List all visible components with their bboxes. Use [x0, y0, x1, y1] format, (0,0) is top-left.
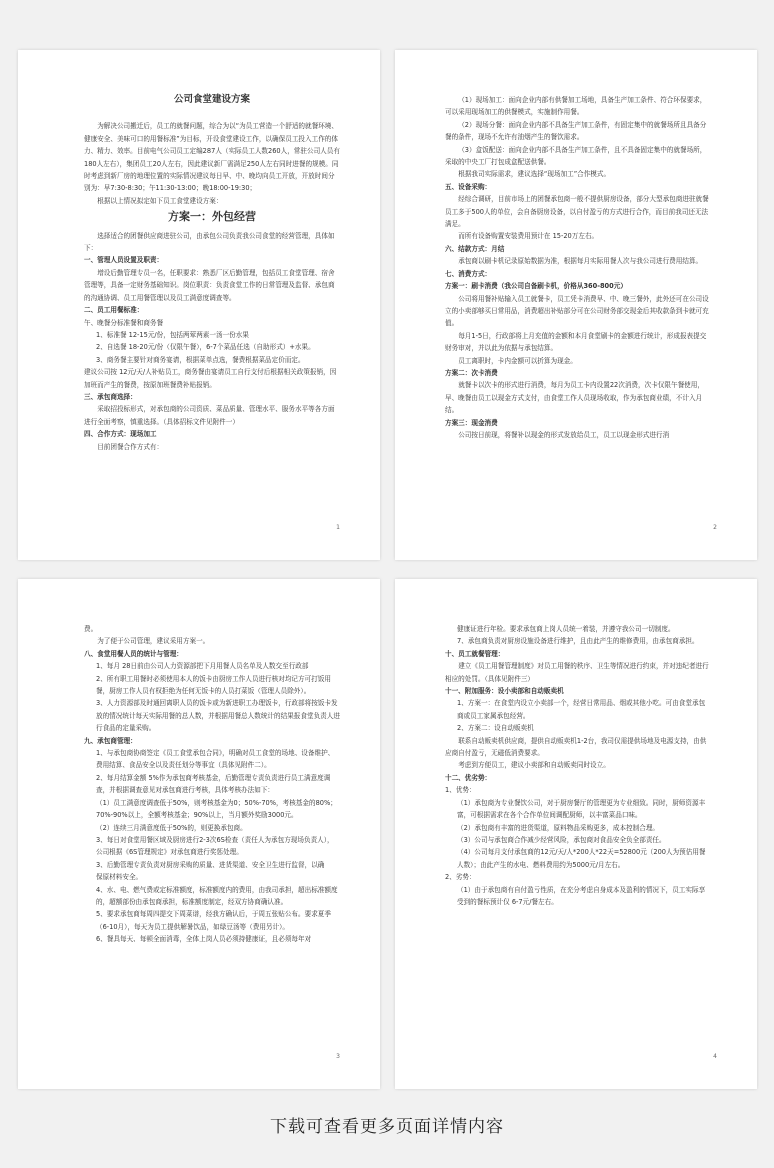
list-item: 1、与承包商协商签定《员工食堂承包合同》，明确对员工食堂的场地、设备维护、费用结算、食品安全以及责任划分等事宜（具体见附件二）。 — [96, 749, 335, 770]
plan-heading: 方案一：外包经营 — [168, 210, 256, 224]
list-item: 保原材料安全。 — [96, 873, 143, 882]
paragraph: 根据我司实际需求，建议选择“现场加工”合作模式。 — [458, 170, 611, 179]
paragraph: 建议公司按 12元/天/人补贴员工，商务餐由宴请员工自行支付后根据相关政策报销，因加班而产生的餐费，按原加班餐费补贴报销。 — [84, 368, 337, 389]
paragraph: 员工离职时，卡内金额可以折算为现金。 — [458, 356, 577, 365]
option-heading: 方案一：刷卡消费（我公司自备刷卡机，价格从360-800元） — [445, 282, 627, 291]
section-heading: 八、食堂用餐人员的统计与管理： — [84, 649, 183, 658]
paragraph: 为了便于公司管理，建议采用方案一。 — [97, 637, 210, 646]
list-item: 2、方案二：设自动贩卖机 — [457, 724, 534, 733]
paragraph: 而所有设备购置安装费用预计在 15-20万左右。 — [458, 232, 599, 241]
section-heading: 十、员工就餐管理： — [445, 649, 505, 658]
list-item: （2）连续三月满意度低于50%的，则更换承包商。 — [96, 823, 247, 832]
option-heading: 方案三：现金消费 — [445, 418, 498, 427]
paragraph: 公司按日前现，将餐补以现金的形式发放给员工，员工以现金形式进行消 — [458, 430, 670, 439]
paragraph: 每月1-5日，行政部将上月充值的金额和本月食堂刷卡的金额进行统计，形成报表提交财务审对，并以此为依据与承包结算。 — [445, 331, 707, 353]
list-item: 3、后勤管理专责负责对厨房采购的质量、进货渠道、安全卫生进行监督，以确 — [96, 860, 325, 869]
section-heading: 一、管理人员设置及职责： — [84, 256, 164, 265]
section-heading: 三、承包商选择： — [84, 392, 137, 401]
intro-paragraph: 为解决公司搬迁后，员工的就餐问题，综合为以“为员工营造一个舒适的就餐环境、健康安全、美味可口的用餐标准”为目标，开设食堂建设工作，以确保员工投入工作的体力、精力、效率。目前电气公司员工定编287人（实际员工人数260人，常驻公司人员有180人左右），集团员工20人左右，因此建议新厂需满足250人左右同时进餐的规模。同时考虑到新厂房的地理位置的实际情况建议每日早、中、晚均向员工开放，开放时间分别为：早7:30-8:30；午11:30-13:00；晚18:00-19:30； — [84, 122, 340, 193]
list-item: 2、所有职工用餐时必须使用本人的饭卡由厨房工作人员进行核对均记方可打饭用餐，厨房工作人员有权拒绝为任何无饭卡的人员打菜饭（管理人员除外）。 — [96, 674, 331, 696]
list-item: 3、商务餐主要针对商务宴请，根据菜单点选，餐费根据菜品定价而定。 — [96, 355, 305, 364]
intro-paragraph: 根据以上情况拟定如下员工食堂建设方案： — [97, 196, 223, 205]
document-title: 公司食堂建设方案 — [173, 94, 250, 105]
page-number: 2 — [713, 523, 717, 531]
list-item: 2、每月结算金额 5%作为承包商考核基金，后勤管理专责负责进行员工满意度调查，并根据调查意见对承包商进行考核，具体考核办法如下： — [96, 773, 331, 795]
list-item: 1、每月 28日前由公司人力资源部把下月用餐人员名单及人数交至行政部 — [96, 662, 309, 671]
paragraph: 经综合调研，目前市场上的团餐承包商一般不提供厨房设备，部分大型承包商进驻就餐员工多于500人的单位，会自备厨房设备，以自付盈亏的方式进行合作，而目前我司还无法满足。 — [445, 195, 709, 229]
paragraph: 采取招投标形式，对承包商的公司资质、菜品质量、管理水平、服务水平等各方面进行全面考察，慎重选择。（具体招标文件见附件一） — [84, 405, 335, 426]
section-heading: 九、承包商管理： — [84, 736, 137, 745]
list-item: （2）承包商有丰富的进货渠道，原料物品采购更多，成本控制合理。 — [457, 823, 660, 832]
document-page-4 — [395, 579, 757, 1089]
paragraph: （2）现场分餐：面向企业内部不具备生产加工条件，有固定集中的就餐场所且具备分餐的条件，现场不允许有油烟产生的餐饮需求。 — [445, 120, 707, 142]
document-page-1 — [18, 50, 380, 560]
paragraph: 公司将用餐补贴输入员工就餐卡，员工凭卡消费早、中、晚三餐外，此外还可在公司设立的小卖部够买日常用品，消费超出补贴部分可在公司财务部交现金后其收款条到卡就可充值。 — [445, 294, 709, 328]
paragraph: 就餐卡以次卡的形式进行消费，每月为员工卡内设置22次消费，次卡仅限午餐使用，早、晚餐由员工以现金方式支付，由食堂工作人员现场收取，作为承包商业绩，不计入月结。 — [445, 381, 704, 415]
section-heading: 十二、优劣势： — [445, 773, 492, 782]
paragraph: 选择适合的团餐供应商进驻公司，由承包公司负责我公司食堂的经营管理，具体如下： — [84, 231, 335, 253]
list-item: 4、水、电、燃气费或定标准额度，标准额度内的费用，由我司承担，超出标准额度的，超额部份由承包商承担，标准额度制定，经双方协商确认准。 — [96, 885, 338, 906]
list-item: 1、方案一：在食堂内设立小卖部一个，经营日常用品、烟或其他小吃。可由食堂承包商或员工家属承包经营。 — [457, 699, 706, 720]
section-heading: 二、员工用餐标准： — [84, 306, 144, 315]
paragraph: 考虑到方便员工，建议小卖部和自动贩卖同时设立。 — [458, 761, 610, 770]
list-item: （1）承包商为专业餐饮公司，对于厨房餐厅的管理更为专业细致。同时，厨师资源丰富，可根据需求在各个合作单位间调配厨师，以丰富菜品口味。 — [457, 798, 706, 820]
section-heading: 四、合作方式：现场加工 — [84, 430, 157, 439]
section-heading: 五、设备采购： — [445, 182, 492, 191]
paragraph: 午、晚餐分标准餐和商务餐 — [84, 318, 164, 327]
document-page-2 — [395, 50, 757, 560]
paragraph: 增设后勤管理专员一名，任职要求：熟悉厂区后勤管理，包括员工食堂管理、宿舍管理等，具备一定财务基础知识。岗位职责：负责食堂工作的日常管理及监督、承包商的沟通协调、员工用餐管理以及员工满意度调查等。 — [84, 268, 335, 302]
option-heading: 方案二：次卡消费 — [445, 368, 498, 377]
page-number: 3 — [336, 1052, 340, 1060]
list-item: 6、餐具每天、每顿全面消毒，全体上岗人员必须持健康证，且必须每年对 — [96, 935, 312, 944]
list-item: 3、每日对食堂用餐区域及厨房进行2-3次6S检查（责任人为承包方现场负责人），公司根据《6S管理规定》对承包商进行奖惩处理。 — [96, 835, 334, 857]
section-heading: 六、结款方式：月结 — [445, 244, 505, 253]
paragraph: 建立《员工用餐管理制度》对员工用餐的秩序、卫生等情况进行约束，并对违纪者进行相应的处罚。（具体见附件三） — [445, 662, 709, 683]
section-heading: 十一、附加服务：设小卖部和自动贩卖机 — [445, 687, 564, 696]
paragraph: 费。 — [84, 625, 98, 633]
list-item: 健康证进行年检。要求承包商上岗人员统一着装，并遵守我公司一切制度。 — [457, 625, 675, 633]
list-item: （1）由于承包商有自付盈亏性质，在充分考虑自身成本及盈利的情况下，员工实际享受到的餐标预计仅 6-7元/餐左右。 — [457, 885, 706, 906]
document-page-3 — [18, 579, 380, 1089]
page-number: 4 — [713, 1052, 717, 1060]
paragraph: （3）盒饭配送：面向企业内部不具备生产加工条件，且不具备固定集中的就餐场所，采取的中央工厂打包成盒配送供餐。 — [445, 145, 707, 167]
list-item: 3、人力资源部及时通回离职人员的饭卡或为新进职工办理饭卡，行政部将按饭卡发放的情况统计每天实际用餐的总人数，并根据用餐总人数统计的结果报食堂负责人进行食品的定量采购。 — [96, 699, 340, 733]
list-item: 7、承包商负责对厨房设施设备进行维护，且由此产生的维修费用，由承包商承担。 — [457, 637, 699, 646]
list-item: （1）员工满意度调查低于50%，则考核基金为0；50%-70%，考核基金的80%；70%-90%以上，全额考核基金；90%以上，当月额外奖励3000元。 — [96, 798, 337, 820]
paragraph: （1）现场加工：面向企业内部有供餐加工场地，具备生产加工条件、符合环保要求，可以采用现场加工的供餐模式，实施制作用餐。 — [445, 96, 707, 117]
section-heading: 七、消费方式： — [445, 269, 492, 278]
page-number: 1 — [336, 523, 340, 531]
paragraph: 联系自动贩卖机供应商，提供自动贩卖机1-2台，我司仅需提供场地及电源支持，由供应商自付盈亏，无磁低消费要求。 — [445, 736, 707, 758]
list-item: 1、标准餐 12-15元/份，包括两荤两素一汤一份水果 — [96, 330, 249, 339]
paragraph: 承包商以刷卡机记录原始数据为准，根据每月实际用餐人次与我公司进行费用结算。 — [458, 257, 703, 266]
paragraph: 目前团餐合作方式有： — [97, 442, 164, 451]
list-item: 5、要求承包商每周四提交下周菜谱，经我方确认后，于周五张贴公布。要求夏季（6-10月），每天为员工提供解暑饮品，如绿豆汤等（费用另计）。 — [96, 910, 331, 931]
list-item: 2、自选餐 18-20元/份（仅限午餐），6-7个菜品任选（自助形式）+水果。 — [96, 343, 315, 352]
paragraph: 2、劣势： — [445, 873, 476, 882]
download-more-caption[interactable]: 下载可查看更多页面详情内容 — [270, 1117, 504, 1137]
list-item: （3）公司与承包商合作减少经营风险，承包商对食品安全负全部责任。 — [457, 835, 666, 844]
list-item: （4）公司每月支付承包商的12元/天/人*200人*22天=52800元（200人为预估用餐人数）；由此产生的水电、燃料费用约为5000元/月左右。 — [457, 848, 706, 869]
paragraph: 1、优势： — [445, 786, 476, 795]
